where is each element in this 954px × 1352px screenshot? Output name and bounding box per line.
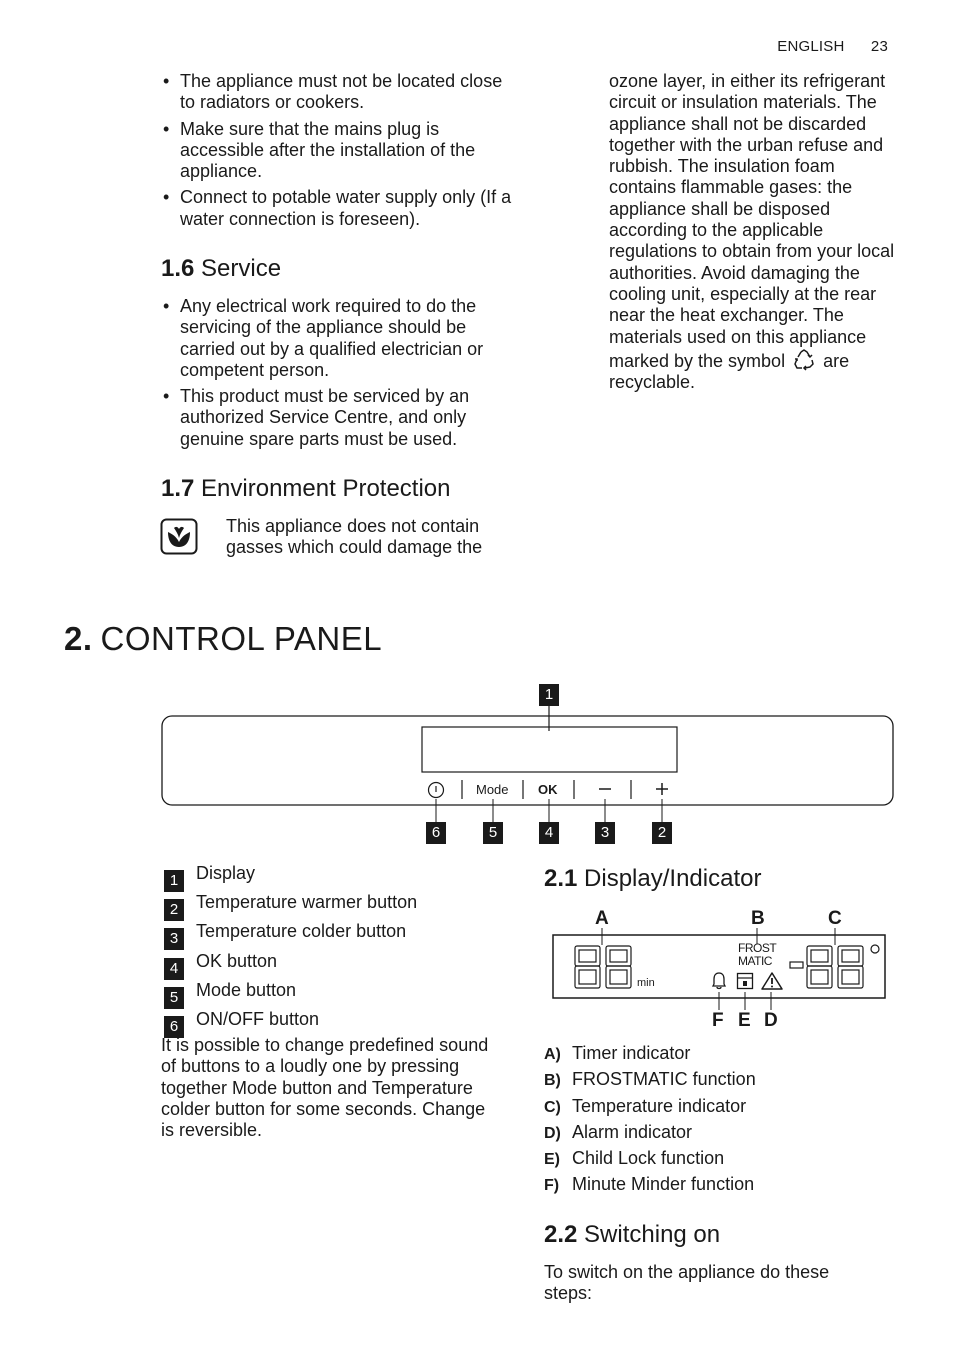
bullet-item: • This product must be serviced by an authorized Service Centre, and only genuine spare parts must be used. <box>161 386 519 450</box>
indicator-label-e: E <box>738 1010 751 1031</box>
mode-button-label: Mode <box>476 782 509 797</box>
ok-button-label: OK <box>538 782 558 797</box>
environment-text: This appliance does not contain gasses which could damage the <box>226 516 483 558</box>
indicator-label-f: F <box>712 1010 724 1031</box>
environment-continued-text: ozone layer, in either its refrigerant circuit or insulation materials. The appliance shall not be discarded together with the urban refuse and rubbish. The insulation foam contains flammable gases: the appliance shall be disposed according to the applicable regulations to obtain from your local authorities. Avoid damaging the cooling unit, especially at the rear near the heat exchanger. The materials used on this appliance marked by the symbol are recyclable. <box>609 71 895 393</box>
section-heading-service: 1.6 Service <box>161 255 282 282</box>
switching-on-text: To switch on the appliance do these steps: <box>544 1262 830 1304</box>
callout-6: 6 <box>426 822 446 844</box>
list-item: C) Temperature indicator <box>544 1096 747 1116</box>
bullet-item: • The appliance must not be located close to radiators or cookers. <box>161 71 519 114</box>
service-bullets <box>161 296 519 455</box>
list-item: F) Minute Minder function <box>544 1174 755 1194</box>
section-heading-display-indicator: 2.1 Display/Indicator <box>544 865 762 892</box>
alarm-warning-icon <box>760 971 784 991</box>
bullet-item: • Connect to potable water supply only (If a water connection is foreseen). <box>161 187 519 230</box>
callout-4: 4 <box>539 822 559 844</box>
list-item: A) Timer indicator <box>544 1043 691 1063</box>
power-icon <box>427 781 445 799</box>
indicator-label-a: A <box>595 908 609 929</box>
list-item: D) Alarm indicator <box>544 1122 693 1142</box>
environment-icon <box>160 518 198 555</box>
page-number: 23 <box>870 38 888 55</box>
minus-icon <box>597 781 613 797</box>
child-lock-icon <box>736 972 754 990</box>
indicator-label-c: C <box>828 908 842 929</box>
bullet-item: • Make sure that the mains plug is accessible after the installation of the appliance. <box>161 119 519 183</box>
chapter-heading: 2. CONTROL PANEL <box>64 620 383 657</box>
list-item: E) Child Lock function <box>544 1148 725 1168</box>
button-sound-note: It is possible to change predefined sound of buttons to a loudly one by pressing together Mode button and Temperature colder button for some seconds. Change is reversible. <box>161 1035 489 1141</box>
section-heading-environment: 1.7 Environment Protection <box>161 475 451 502</box>
plus-icon <box>654 781 670 797</box>
callout-3: 3 <box>595 822 615 844</box>
callout-2: 2 <box>652 822 672 844</box>
callout-1: 1 <box>539 684 559 706</box>
indicator-label-d: D <box>764 1010 778 1031</box>
list-item: B) FROSTMATIC function <box>544 1069 756 1089</box>
recycle-icon <box>792 348 816 372</box>
callout-5: 5 <box>483 822 503 844</box>
bullets-top <box>161 71 519 235</box>
bullet-item: • Any electrical work required to do the servicing of the appliance should be carried out by a qualified electrician or competent person. <box>161 296 519 381</box>
section-heading-switching-on: 2.2 Switching on <box>544 1221 721 1248</box>
indicator-label-b: B <box>751 908 765 929</box>
frostmatic-label: FROST MATIC <box>738 941 777 968</box>
min-label: min <box>637 977 655 989</box>
bell-icon <box>710 971 728 991</box>
page-header <box>777 38 888 55</box>
header-language: ENGLISH <box>777 38 845 55</box>
